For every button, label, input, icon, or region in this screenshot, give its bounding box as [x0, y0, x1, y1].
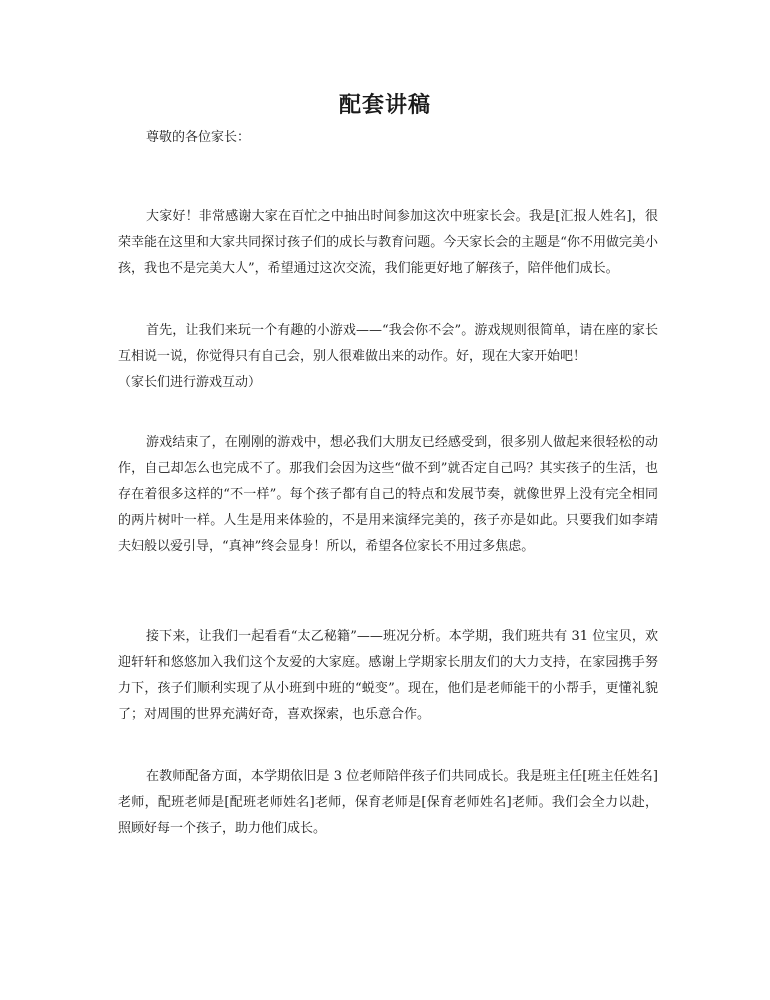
- paragraph-intro: 大家好！非常感谢大家在百忙之中抽出时间参加这次中班家长会。我是[汇报人姓名]，很荣幸能在这里和大家共同探讨孩子们的成长与教育问题。今天家长会的主题是“你不用做完美小孩，我也不是完美大人”，希望通过这次交流，我们能更好地了解孩子，陪伴他们成长。: [118, 209, 658, 276]
- paragraph-reflection: 游戏结束了，在刚刚的游戏中，想必我们大朋友已经感受到，很多别人做起来很轻松的动作，自己却怎么也完成不了。那我们会因为这些“做不到”就否定自己吗？其实孩子的生活，也存在着很多这样的“不一样”。每个孩子都有自己的特点和发展节奏，就像世界上没有完全相同的两片树叶一样。人生是用来体验的，不是用来演绎完美的，孩子亦是如此。只要我们如李靖夫妇般以爱引导，“真神”终会显身！所以，希望各位家长不用过多焦虑。: [118, 435, 658, 554]
- greeting: 尊敬的各位家长：: [146, 130, 251, 145]
- paragraph-class-analysis: 接下来，让我们一起看看“太乙秘籍”——班况分析。本学期，我们班共有 31 位宝贝，欢迎轩轩和悠悠加入我们这个友爱的大家庭。感谢上学期家长朋友们的大力支持，在家园携手努力下，孩子们顺利实现了从小班到中班的“蜕变”。现在，他们是老师能干的小帮手，更懂礼貌了；对周围的世界充满好奇，喜欢探索，也乐意合作。: [118, 629, 658, 722]
- page-title: 配套讲稿: [338, 92, 431, 118]
- paragraph-game-text: 首先，让我们来玩一个有趣的小游戏——“我会你不会”。游戏规则很简单，请在座的家长互相说一说，你觉得只有自己会，别人很难做出来的动作。好，现在大家开始吧！: [118, 323, 658, 364]
- game-note: （家长们进行游戏互动）: [118, 375, 262, 390]
- paragraph-game: [118, 318, 658, 396]
- paragraph-teachers: 在教师配备方面，本学期依旧是 3 位老师陪伴孩子们共同成长。我是班主任[班主任姓名]老师，配班老师是[配班老师姓名]老师，保育老师是[保育老师姓名]老师。我们会全力以赴，照顾好每一个孩子，助力他们成长。: [118, 769, 658, 836]
